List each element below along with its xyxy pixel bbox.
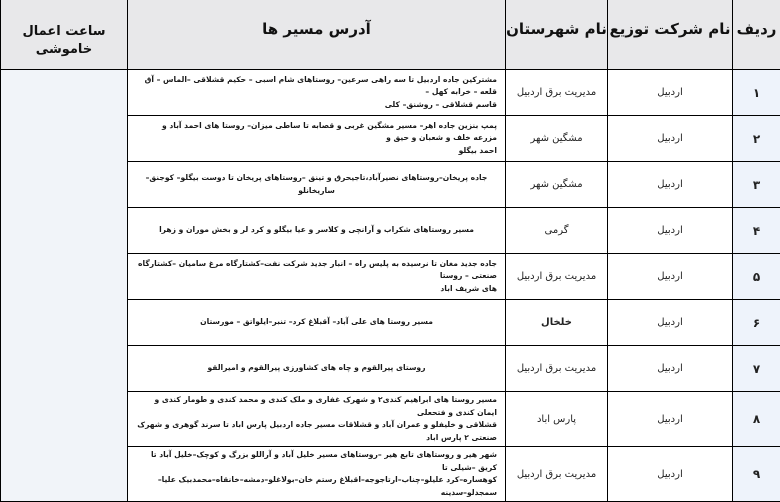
address-cell: جاده جدید مغان تا نرسیده به پلیس راه – انبار جدید شرکت نفت–کشتارگاه مرغ سامیان –کشتارگاه صنعتی – روستا های شریف اباد (128, 254, 506, 300)
city-cell: پارس اباد (506, 392, 608, 447)
city-cell: مدیریت برق اردبیل (506, 346, 608, 392)
company-cell: اردبیل (608, 447, 733, 502)
company-cell: اردبیل (608, 392, 733, 447)
city-cell: مشگین شهر (506, 162, 608, 208)
row-number: ۹ (733, 447, 780, 502)
company-cell: اردبیل (608, 162, 733, 208)
row-number: ۳ (733, 162, 780, 208)
address-cell: مشترکین جاده اردبیل تا سه راهی سرعین– روستاهای شام اسبی – حکیم قشلاقی –الماس – آق قلعه – خرابه کهل – قاسم قشلاقی – روشنق– کلی (128, 70, 506, 116)
row-number: ۸ (733, 392, 780, 447)
company-cell: اردبیل (608, 70, 733, 116)
address-cell: مسیر روستاهای شکراب و آرانچی و کلاسر و عیا بیگلو و کرد لر و بخش موران و زهرا (128, 208, 506, 254)
city-cell: خلخال (506, 300, 608, 346)
address-cell: مسیر روستا های ابراهیم کندی۲ و شهرک غفاری و ملک کندی و محمد کندی و طومار کندی و ایمان کندی و فتحعلی قشلاقی و خلیفلو و عمران آباد و قشلاقات مسیر جاده اردبیل پارس اباد تا سرند گوهری و شهرک صنعتی ۲ پارس اباد (128, 392, 506, 447)
header-company: نام شرکت توزیع (608, 0, 733, 70)
address-cell: روستای پیرالقوم و چاه های کشاورزی پیرالقوم و امیرالقو (128, 346, 506, 392)
header-row (1, 0, 780, 70)
company-cell: اردبیل (608, 300, 733, 346)
row-number: ۱ (733, 70, 780, 116)
address-cell: مسیر روستا های علی آباد– آقبلاغ کرد– تنبر–ایلواتق – مورستان (128, 300, 506, 346)
company-cell: اردبیل (608, 254, 733, 300)
row-number: ۵ (733, 254, 780, 300)
company-cell: اردبیل (608, 346, 733, 392)
city-cell: مدیریت برق اردبیل (506, 70, 608, 116)
table-row (1, 70, 780, 116)
address-cell: شهر هیر و روستاهای تابع هیر –روستاهای مسیر خلیل آباد و آراللو بزرگ و کوچک–خلیل آباد تا کریق –شیلی تا کوهساره–کرد علیلو–چناب–ارتاجوجه–اقبلاغ رستم خان–بولاغلو–دمشه–خانقاه–محمدبیک علیا–سمجدلو–سدینه (128, 447, 506, 502)
city-cell: گرمی (506, 208, 608, 254)
off-hours-cell (1, 70, 128, 502)
address-cell: جاده پریخان–روستاهای نصیرآباد،تاجیحرق و تینق –روستاهای پریخان تا دوست بیگلو– کوجنق– ساریخانلو (128, 162, 506, 208)
city-cell: مدیریت برق اردبیل (506, 254, 608, 300)
address-cell: پمپ بنزین جاده اهر– مسیر مشگین غربی و قصابه تا ساطی میزان– روستا های احمد آباد و مزرعه خلف و شعبان و حیق و احمد بیگلو (128, 116, 506, 162)
company-cell: اردبیل (608, 116, 733, 162)
header-row-no: ردیف (733, 0, 780, 70)
row-number: ۲ (733, 116, 780, 162)
city-cell: مشگین شهر (506, 116, 608, 162)
header-city: نام شهرستان (506, 0, 608, 70)
city-cell: مدیریت برق اردبیل (506, 447, 608, 502)
company-cell: اردبیل (608, 208, 733, 254)
header-address: آدرس مسیر ها (128, 0, 506, 70)
header-off-hours: ساعت اعمال خاموشی (1, 0, 128, 70)
row-number: ۴ (733, 208, 780, 254)
row-number: ۷ (733, 346, 780, 392)
row-number: ۶ (733, 300, 780, 346)
